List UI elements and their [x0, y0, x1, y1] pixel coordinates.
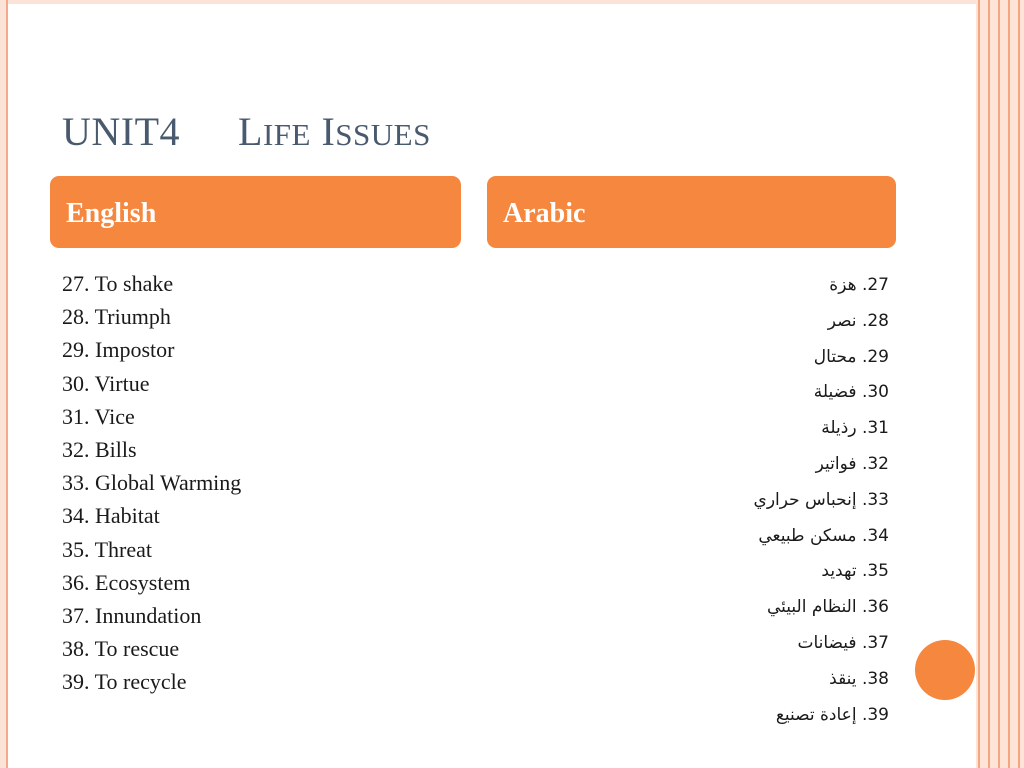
- stripe-line: [978, 0, 980, 768]
- arabic-list-item: 31. رذيلة: [821, 418, 889, 439]
- english-list-item: 28. Triumph: [62, 304, 171, 330]
- english-list-item: 39. To recycle: [62, 669, 187, 695]
- arabic-list-item: 32. فواتير: [815, 453, 889, 474]
- arabic-list-item: 34. مسكن طبيعي: [758, 525, 889, 546]
- arabic-list-item: 35. تهديد: [821, 561, 889, 582]
- slide-title: [62, 108, 431, 155]
- arabic-list-item: 28. نصر: [827, 310, 889, 331]
- topic-word-initial: I: [321, 109, 336, 154]
- decorative-circle: [915, 640, 975, 700]
- arabic-list-item: 27. هزة: [829, 275, 889, 295]
- arabic-list-item: 36. النظام البيئي: [767, 597, 889, 618]
- arabic-list-item: 37. فيضانات: [797, 632, 889, 653]
- arabic-list-item: 33. إنحباس حراري: [753, 489, 889, 510]
- english-list-item: 33. Global Warming: [62, 470, 242, 496]
- arabic-header: [487, 176, 896, 248]
- english-list-item: 31. Vice: [62, 403, 135, 429]
- english-header-label: English: [66, 198, 157, 229]
- stripe-line: [988, 0, 990, 768]
- english-list-item: 36. Ecosystem: [62, 569, 191, 595]
- topic-word-initial: L: [238, 109, 263, 154]
- english-list-item: 32. Bills: [62, 436, 137, 462]
- english-list-item: 35. Threat: [62, 536, 153, 562]
- frame-top-border: [0, 0, 1024, 4]
- right-decorative-stripes: [976, 0, 1024, 768]
- unit-label: UNIT4: [62, 109, 181, 154]
- topic-word-rest: IFE: [262, 117, 311, 152]
- english-list-item: 38. To rescue: [62, 636, 180, 662]
- frame-left-border: [0, 0, 8, 768]
- arabic-header-label: Arabic: [503, 198, 586, 229]
- english-list-item: 37. Innundation: [62, 602, 202, 628]
- arabic-list-item: 39. إعادة تصنيع: [775, 704, 889, 725]
- topic-word-rest: SSUES: [335, 117, 431, 152]
- english-header: [50, 176, 461, 248]
- english-list-item: 27. To shake: [62, 271, 174, 296]
- arabic-vocabulary-list: [754, 268, 889, 733]
- arabic-list-item: 38. ينقذ: [829, 668, 889, 689]
- topic-word-issues: [321, 109, 430, 154]
- english-vocabulary-list: [62, 267, 241, 698]
- stripe-line: [1008, 0, 1010, 768]
- english-list-item: 30. Virtue: [62, 370, 150, 396]
- english-list-item: 29. Impostor: [62, 337, 175, 363]
- topic-word-life: [238, 109, 311, 154]
- arabic-list-item: 29. محتال: [813, 346, 889, 367]
- arabic-list-item: 30. فضيلة: [813, 382, 889, 403]
- english-list-item: 34. Habitat: [62, 503, 160, 529]
- stripe-line: [998, 0, 1000, 768]
- stripe-line: [1018, 0, 1020, 768]
